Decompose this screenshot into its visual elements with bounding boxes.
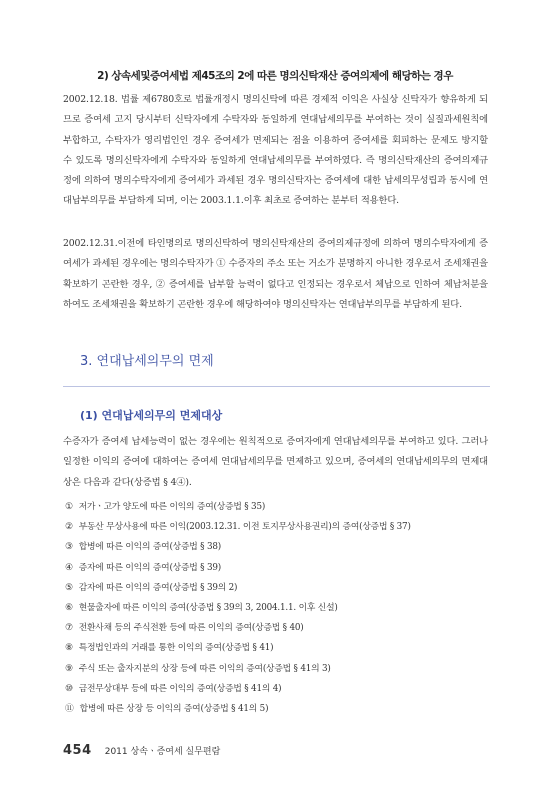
- list-item-number: ⑨: [65, 663, 73, 674]
- list-item-number: ⑥: [65, 602, 73, 613]
- book-title: 2011 상속ㆍ증여세 실무편람: [104, 747, 221, 757]
- list-item-text: 금전무상대부 등에 따른 이익의 증여(상증법 § 41의 4): [78, 683, 282, 694]
- list-item-number: ③: [65, 542, 73, 553]
- list-item: [65, 598, 495, 618]
- paragraph-2: 2002.12.31.이전에 타인명의로 명의신탁하여 명의신탁재산의 증여의제규정에 의하여 명의수탁자에게 증여세가 과세된 경우에는 명의수탁자가 ① 수증자의 주소 또는 거소가 분명하지 아니한 경우로서 조세채권을 확보하기 곤란한 경우, ② 증여세를 납부할 능력이 없다고 인정되는 경우로서 체납으로 인하여 체납처분을 하여도 조세채권을 확보하기 곤란한 경우에 해당하여야 명의신탁자는 연대납부의무를 부담하게 된다.: [63, 238, 488, 310]
- list-item: [65, 558, 495, 578]
- list-item-text: 특정법인과의 거래를 통한 이익의 증여(상증법 § 41): [78, 643, 274, 654]
- list-item-number: ⑦: [65, 623, 73, 634]
- section-divider: [63, 386, 490, 387]
- page-number: 454: [63, 743, 92, 758]
- list-item-number: ②: [65, 522, 73, 533]
- list-item: [65, 517, 495, 537]
- list-item: [65, 537, 495, 557]
- list-item-text: 주식 또는 출자지분의 상장 등에 따른 이익의 증여(상증법 § 41의 3): [78, 663, 331, 674]
- paragraph-intro: 수증자가 증여세 납세능력이 없는 경우에는 원칙적으로 증여자에게 연대납세의무를 부여하고 있다. 그러나 일정한 이익의 증여에 대하여는 증여세 연대납세의무를 면제하고 있으며, 증여세의 연대납세의무의 면제대상은 다음과 같다(상증법 § 4④).: [63, 436, 488, 488]
- list-item: [65, 497, 495, 517]
- list-item-text: 현물출자에 따른 이익의 증여(상증법 § 39의 3, 2004.1.1. 이후 신설): [78, 602, 338, 613]
- list-item-number: ④: [65, 562, 73, 573]
- list-item-text: 전환사채 등의 주식전환 등에 따른 이익의 증여(상증법 § 40): [78, 623, 304, 634]
- list-item: [65, 618, 495, 638]
- list-item-number: ⑤: [65, 582, 73, 593]
- list-item-text: 합병에 따른 이익의 증여(상증법 § 38): [78, 542, 221, 553]
- paragraph-1: 2002.12.18. 법률 제6780호로 법률개정시 명의신탁에 따른 경제적 이익은 사실상 신탁자가 향유하게 되므로 증여세 고지 당시부터 신탁자에게 수탁자와 동일하게 연대납세의무를 부여하는 것이 실질과세원칙에 부합하고, 수탁자가 영리법인인 경우 증여세가 면제되는 점을 이용하여 증여세를 회피하는 문제도 방지할 수 있도록 명의신탁자에게 수탁자와 동일하게 연대납세의무를 부여하였다. 즉 명의신탁재산의 증여의제규정에 의하여 명의수탁자에게 증여세가 과세된 경우 명의신탁자는 증여세에 대한 납세의무성립과 동시에 연대납부의무를 부담하게 되며, 이는 2003.1.1.이후 최초로 증여하는 분부터 적용한다.: [63, 94, 488, 207]
- subsection-title: (1) 연대납세의무의 면제대상: [80, 409, 223, 422]
- list-item-number: ⑧: [65, 643, 73, 654]
- list-item-number: ⑩: [65, 683, 73, 694]
- list-item-number: ⑪: [65, 703, 74, 714]
- list-item-text: 저가ㆍ고가 양도에 따른 이익의 증여(상증법 § 35): [78, 502, 266, 512]
- list-item: [65, 699, 495, 719]
- section-3-title: 3. 연대납세의무의 면제: [80, 354, 214, 369]
- list-item-text: 증자에 따른 이익의 증여(상증법 § 39): [78, 562, 221, 573]
- list-item: [65, 679, 495, 699]
- list-item: [65, 638, 495, 658]
- list-item: [65, 578, 495, 598]
- section-2-heading: 2) 상속세및증여세법 제45조의 2에 따른 명의신탁재산 증여의제에 해당하는 경우: [97, 70, 453, 82]
- list-item-text: 합병에 따른 상장 등 이익의 증여(상증법 § 41의 5): [79, 703, 269, 714]
- list-item-number: ①: [65, 502, 73, 512]
- list-item-text: 감자에 따른 이익의 증여(상증법 § 39의 2): [78, 582, 238, 593]
- exemption-list: [65, 497, 495, 719]
- list-item-text: 부동산 무상사용에 따른 이익(2003.12.31. 이전 토지무상사용권리)의 증여(상증법 § 37): [78, 522, 411, 533]
- page-footer: [63, 739, 220, 758]
- list-item: [65, 659, 495, 679]
